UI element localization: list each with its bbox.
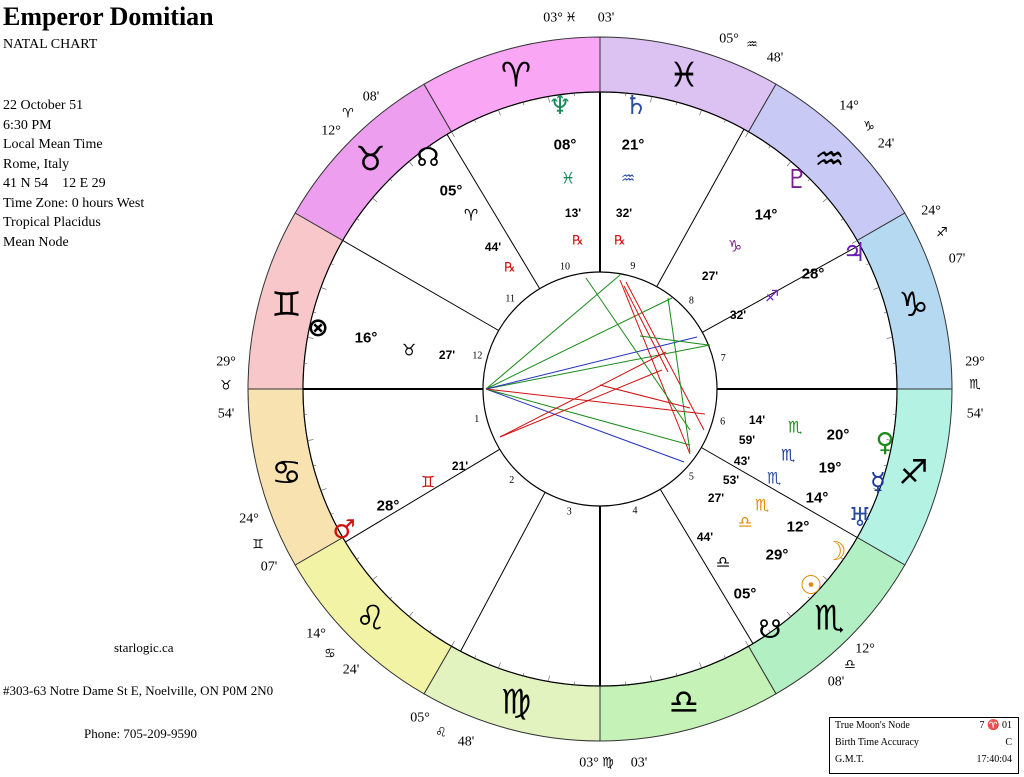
cusp-degree: 12° xyxy=(855,641,875,657)
neptune-icon: ♆ xyxy=(548,91,572,121)
pisces-icon: ♓ xyxy=(668,55,700,96)
planet-degree: 16° xyxy=(354,329,378,347)
cancer-icon: ♋ xyxy=(271,452,302,493)
cusp-minutes: 24' xyxy=(342,662,360,678)
house-cusp-label xyxy=(579,756,647,771)
cusp-sign-icon: ♌ xyxy=(435,725,447,741)
planet-minutes: 59' xyxy=(738,433,756,447)
house-number-12: 12 xyxy=(472,350,483,362)
cusp-minutes: 03' xyxy=(597,10,615,26)
fortune-icon: ⊗ xyxy=(307,313,329,343)
house-system: Tropical Placidus xyxy=(3,215,101,230)
info-value: 17:40:04 xyxy=(976,754,1012,765)
sagittarius-icon: ♐ xyxy=(898,452,929,493)
time-type: Local Mean Time xyxy=(3,137,103,152)
planet-minutes: 27' xyxy=(707,491,725,505)
scorpio-icon: ♏ xyxy=(814,598,845,639)
website-text: starlogic.ca xyxy=(114,640,174,655)
planet-sign-icon: ♏ xyxy=(780,445,796,465)
house-cusp-label xyxy=(921,204,965,267)
cusp-minutes: 54' xyxy=(217,406,235,422)
planet-degree: 19° xyxy=(818,459,842,477)
cusp-degree: 24° xyxy=(921,203,941,219)
cusp-minutes: 48' xyxy=(766,50,784,66)
planet-minutes: 32' xyxy=(615,206,633,220)
planet-degree: 14° xyxy=(805,489,829,507)
house-number-4: 4 xyxy=(632,505,638,517)
planet-sign-icon: ♑ xyxy=(727,236,743,256)
time-zone: Time Zone: 0 hours West xyxy=(3,195,145,211)
cusp-sign-icon: ♒ xyxy=(746,37,758,53)
coordinates: 41 N 54 12 E 29 xyxy=(3,176,106,191)
cusp-degree: 14° xyxy=(306,626,326,642)
libra-icon: ♎ xyxy=(668,682,700,723)
chart-subtitle: NATAL CHART xyxy=(3,37,98,52)
planet-minutes: 44' xyxy=(696,530,714,544)
planet-degree: 29° xyxy=(765,546,789,564)
house-number-7: 7 xyxy=(720,352,726,364)
planet-minutes: 43' xyxy=(733,454,751,468)
moon-icon: ☽ xyxy=(823,537,847,567)
planet-minutes: 44' xyxy=(484,240,502,254)
planet-minutes: 21' xyxy=(451,459,469,473)
planet-sign-icon: ♏ xyxy=(787,417,803,437)
planet-sign-icon: ♏ xyxy=(754,495,770,515)
info-value: C xyxy=(1005,737,1012,748)
planet-minutes: 27' xyxy=(438,348,456,362)
mercury-icon: ☿ xyxy=(870,468,886,498)
house-number-9: 9 xyxy=(630,260,636,272)
planet-degree: 20° xyxy=(826,426,850,444)
planet-degree: 14° xyxy=(754,206,778,224)
info-label: True Moon's Node xyxy=(835,720,910,731)
planet-sign-icon: ♐ xyxy=(764,286,780,306)
cusp-sign-icon: ♍ xyxy=(602,755,614,771)
taurus-icon: ♉ xyxy=(355,139,386,180)
address-text: #303-63 Notre Dame St E, Noelville, ON P0M 2N0 xyxy=(3,683,274,698)
cusp-degree: 03° xyxy=(543,10,563,26)
cusp-degree: 29° xyxy=(216,354,236,370)
cusp-minutes: 07' xyxy=(260,559,278,575)
info-box xyxy=(829,717,1019,774)
cusp-sign-icon: ♉ xyxy=(220,378,232,394)
house-cusp-label xyxy=(216,355,236,422)
pluto-icon: ♇ xyxy=(785,165,809,195)
cusp-degree: 14° xyxy=(839,98,859,114)
planet-degree: 08° xyxy=(553,136,577,154)
uranus-icon: ♅ xyxy=(848,503,872,533)
cusp-minutes: 54' xyxy=(966,406,984,422)
cusp-degree: 12° xyxy=(321,123,341,139)
planet-sign-icon: ♉ xyxy=(401,340,417,360)
cusp-degree: 24° xyxy=(239,511,259,527)
house-cusp-label xyxy=(239,512,277,575)
planet-sign-icon: ♈ xyxy=(463,205,479,225)
planet-sign-icon: ♎ xyxy=(737,512,753,532)
planet-minutes: 14' xyxy=(748,413,766,427)
aquarius-icon: ♒ xyxy=(814,139,845,180)
venus-icon: ♀ xyxy=(875,428,895,458)
planet-minutes: 27' xyxy=(701,269,719,283)
planet-sign-icon: ♏ xyxy=(766,468,782,488)
info-row-gmt xyxy=(830,752,1018,769)
birth-date: 22 October 51 xyxy=(3,98,84,113)
planet-sign-icon: ♓ xyxy=(560,168,576,188)
virgo-icon: ♍ xyxy=(500,682,532,723)
cusp-sign-icon: ♐ xyxy=(936,225,948,241)
cusp-minutes: 48' xyxy=(457,734,475,750)
gemini-icon: ♊ xyxy=(271,285,302,326)
planet-degree: 12° xyxy=(786,518,810,536)
capricorn-icon: ♑ xyxy=(898,285,929,326)
house-number-2: 2 xyxy=(509,474,515,486)
house-number-3: 3 xyxy=(566,506,572,518)
cusp-sign-icon: ♊ xyxy=(252,537,264,553)
cusp-minutes: 08' xyxy=(362,89,380,105)
info-row-accuracy xyxy=(830,735,1018,752)
node-icon: ☊ xyxy=(416,143,440,173)
planet-degree: 05° xyxy=(733,585,757,603)
planet-degree: 28° xyxy=(376,497,400,515)
cusp-sign-icon: ♓ xyxy=(565,10,577,26)
cusp-sign-icon: ♋ xyxy=(324,646,336,662)
planet-sign-icon: ♒ xyxy=(620,168,636,188)
house-cusp-label xyxy=(410,711,474,750)
leo-icon: ♌ xyxy=(355,598,386,639)
house-number-5: 5 xyxy=(688,471,694,483)
saturn-icon: ♄ xyxy=(624,91,648,121)
retrograde-icon: ℞ xyxy=(572,233,584,249)
retrograde-icon: ℞ xyxy=(614,233,626,249)
jupiter-icon: ♃ xyxy=(842,238,866,268)
south-node-icon: ☋ xyxy=(758,615,782,645)
cusp-sign-icon: ♈ xyxy=(342,106,354,122)
cusp-sign-icon: ♎ xyxy=(844,657,856,673)
house-cusp-label xyxy=(543,11,614,26)
info-label: G.M.T. xyxy=(835,754,864,765)
planet-degree: 21° xyxy=(621,136,645,154)
birth-place: Rome, Italy xyxy=(3,156,70,172)
cusp-degree: 29° xyxy=(965,354,985,370)
planet-sign-icon: ♎ xyxy=(715,552,731,572)
house-number-1: 1 xyxy=(474,414,480,426)
planet-minutes: 13' xyxy=(564,206,582,220)
planet-degree: 05° xyxy=(439,182,463,200)
cusp-minutes: 03' xyxy=(630,755,648,771)
sun-icon: ☉ xyxy=(799,571,823,601)
cusp-degree: 03° xyxy=(579,755,599,771)
info-row-node xyxy=(830,718,1018,735)
phone-text: Phone: 705-209-9590 xyxy=(84,726,198,741)
house-number-8: 8 xyxy=(688,295,694,307)
cusp-sign-icon: ♑ xyxy=(863,119,875,135)
mars-icon: ♂ xyxy=(332,515,356,545)
cusp-degree: 05° xyxy=(719,31,739,47)
house-number-6: 6 xyxy=(720,416,726,428)
node-type: Mean Node xyxy=(3,234,69,250)
aries-icon: ♈ xyxy=(500,55,532,96)
house-number-10: 10 xyxy=(559,261,570,273)
cusp-minutes: 24' xyxy=(877,136,895,152)
cusp-degree: 05° xyxy=(410,710,430,726)
birth-time: 6:30 PM xyxy=(3,117,52,133)
cusp-minutes: 07' xyxy=(948,251,966,267)
info-label: Birth Time Accuracy xyxy=(835,737,919,748)
planet-sign-icon: ♊ xyxy=(420,472,436,492)
info-value: 7 ♈ 01 xyxy=(979,720,1012,731)
cusp-minutes: 08' xyxy=(827,674,845,690)
cusp-sign-icon: ♏ xyxy=(969,377,981,393)
retrograde-icon: ℞ xyxy=(504,260,516,276)
house-cusp-label xyxy=(965,355,985,422)
planet-minutes: 53' xyxy=(722,473,740,487)
house-cusp-label xyxy=(719,32,783,66)
planet-minutes: 32' xyxy=(729,308,747,322)
house-number-11: 11 xyxy=(505,293,516,305)
planet-degree: 28° xyxy=(801,265,825,283)
chart-title: Emperor Domitian xyxy=(3,2,214,31)
